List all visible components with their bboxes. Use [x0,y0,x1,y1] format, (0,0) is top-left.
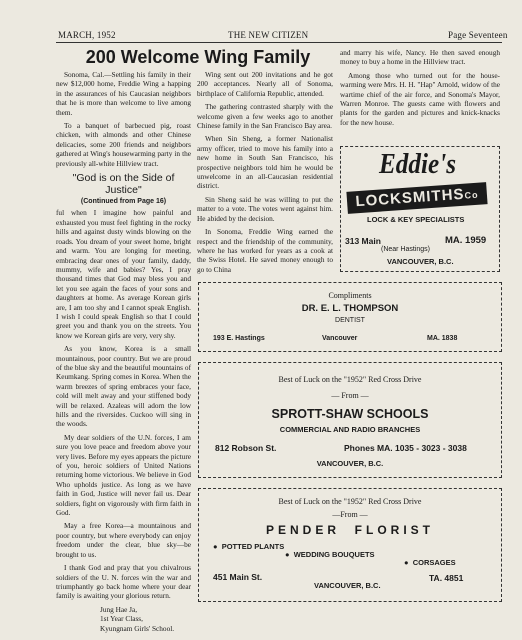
pender-item-corsages [404,558,456,567]
thompson-phone: MA. 1838 [427,335,458,342]
article-paragraph: As you know, Korea is a small mountainous, poor country. But we are proud of the blue sky and the beautiful mountains of Keumkang. Spring comes in Korea. When the warm breezes of spring embraces your face, cold will melt away and your stiffened body will be relaxed. Azaleas will adorn the low hills and the riversides. Cuckoo will sing in the woods. [56,344,191,429]
sprott-phones: Phones MA. 1035 - 3023 - 3038 [344,443,467,453]
thompson-address: 193 E. Hastings [213,335,265,342]
bullet-icon: ● [213,542,218,551]
sprott-address: 812 Robson St. [215,443,277,453]
issue-date: MARCH, 1952 [58,30,116,40]
pender-item-label: POTTED PLANTS [221,542,285,551]
signature-name: Jung Hae Ja, [100,604,138,614]
pender-item-label: CORSAGES [412,558,456,567]
pender-address: 451 Main St. [213,572,263,582]
eddies-logo: Eddie's [379,149,457,180]
pender-item-label: WEDDING BOUQUETS [293,550,375,559]
article-paragraph: When Sin Sheng, a former Nationalist army officer, tried to move his family into a new home in South San Francisco, his prospective neighbors told him he would be unwelcome in an all-Caucasian residential district. [197,134,333,191]
bullet-icon: ● [404,558,409,567]
thompson-title: DENTIST [335,317,365,324]
column-right [340,48,500,131]
banner-text: LOCKSMITHS [354,185,466,211]
ad-pender-florist [198,488,502,602]
article-paragraph: I thank God and pray that you chivalrous soldiers of the U. N. forces win the war and triumphantly go back home where your dear family is awaiting your glorious return. [56,563,191,601]
page-number: Page Seventeen [448,30,508,40]
eddies-city: VANCOUVER, B.C. [387,257,454,266]
article-paragraph: ful when I imagine how painful and exhausted you must feel fighting in the rocky hills and against dusty winds blowing on the roads. You dream of your sweet home, bright and warm. You are longing for meeting, embracing dear ones of your family, daddy, mummy, wife and babies? Yes, I pray thousand times that God may bless you and let you see again the faces of your sons and daughters at home. As average Korean girls are, I am too shy and I cannot speak English. I wish I could speak English so that I could greet you and thank you on the streets. You know we Korean girls are very, very shy. [56,208,191,340]
article-paragraph: Among those who turned out for the house-warming were Mrs. H. H. "Hap" Arnold, widow of the wartime chief of the air force, and Sonoma's Mayor, Warren Monroe. The guests came with flowers and plants for the garden and pictures and knick-knacks for the new house. [340,70,500,127]
sprott-city: VANCOUVER, B.C. [316,459,384,468]
article-paragraph: The gathering contrasted sharply with the welcome given a few weeks ago to another Chinese family in the San Francisco Bay area. [197,102,333,131]
compliments-text: Compliments [328,291,372,300]
article-paragraph: Wing sent out 200 invitations and he got 200 acceptances. Nearly all of Sonoma, birthplace of California Republic, attended. [197,70,333,98]
article-paragraph: and marry his wife, Nancy. He then saved enough money to buy a home in the Hillview tract. [340,48,500,67]
sprott-name: SPROTT-SHAW SCHOOLS [271,407,429,421]
pender-item-potted [213,542,284,551]
sprott-from: — From — [331,391,369,400]
publication-name: THE NEW CITIZEN [228,30,309,40]
article-paragraph: Sin Sheng said he was willing to put the matter to a vote. The votes went against him. He abided by the decision. [197,194,333,223]
article-paragraph: In Sonoma, Freddie Wing earned the respect and the friendship of the community, where he has worked for years as a cook at the Swiss Hotel. He saved money enough to go to China [197,227,333,274]
continued-note: (Continued from Page 16) [80,198,167,206]
column-left [56,70,191,633]
signature-class: 1st Year Class, [100,614,143,624]
column-middle [197,70,333,278]
thompson-name: DR. E. L. THOMPSON [301,303,399,314]
article-paragraph: May a free Korea—a mountainous and poor country, but where everybody can enjoy freedom under the clear, blue sky—be brought to us. [56,521,191,559]
eddies-location-note: (Near Hastings) [381,246,431,253]
bullet-icon: ● [285,550,290,559]
eddies-phone: MA. 1959 [445,235,487,246]
locksmiths-banner [346,182,487,214]
article-paragraph: Sonoma, Cal.—Settling his family in their new $12,000 home, Freddie Wing a happing in the assurances of his Caucasian neighbors that he is more than welcome to live among them. [56,70,191,117]
article-2-title: "God is on the Side of Justice" [72,172,175,197]
pender-name: PENDER FLORIST [265,523,434,537]
pender-from: —From — [332,510,368,519]
pender-intro: Best of Luck on the "1952" Red Cross Drive [278,497,422,506]
thompson-city: Vancouver [322,335,358,342]
ad-dr-thompson [198,282,502,352]
banner-suffix: Co [464,189,479,201]
eddies-address: 313 Main [345,236,381,246]
article-paragraph: My dear soldiers of the U.N. forces, I am sure you love peace and freedom above your very lives. Before my eyes appears the picture of you, heroic soldiers of United Nations returning home victorious. We believe in God Who upholds justice. As long as we have faith in God, Justice will never fail us. Dear soldiers, fight on vigorously with firm faith in God. [56,432,191,518]
signature-school: Kyungnam Girls' School. [100,623,175,633]
article-paragraph: To a banquet of barbecued pig, roast chicken, with almonds and other Chinese delicacies, some 200 friends and neighbors gathered at Wing's housewarming party in the previously all-white Hillview tract. [56,121,191,168]
sprott-intro: Best of Luck on the "1952" Red Cross Drive [278,375,422,384]
ad-eddies-locksmiths [340,146,500,272]
ad-sprott-shaw [198,362,502,478]
header-rule [56,42,502,43]
article-title: 200 Welcome Wing Family [85,47,311,67]
pender-item-wedding [285,550,375,559]
sprott-branches: COMMERCIAL AND RADIO BRANCHES [279,425,421,434]
eddies-tagline: LOCK & KEY SPECIALISTS [367,215,465,224]
pender-phone: TA. 4851 [429,573,464,583]
pender-city: VANCOUVER, B.C. [314,581,381,590]
